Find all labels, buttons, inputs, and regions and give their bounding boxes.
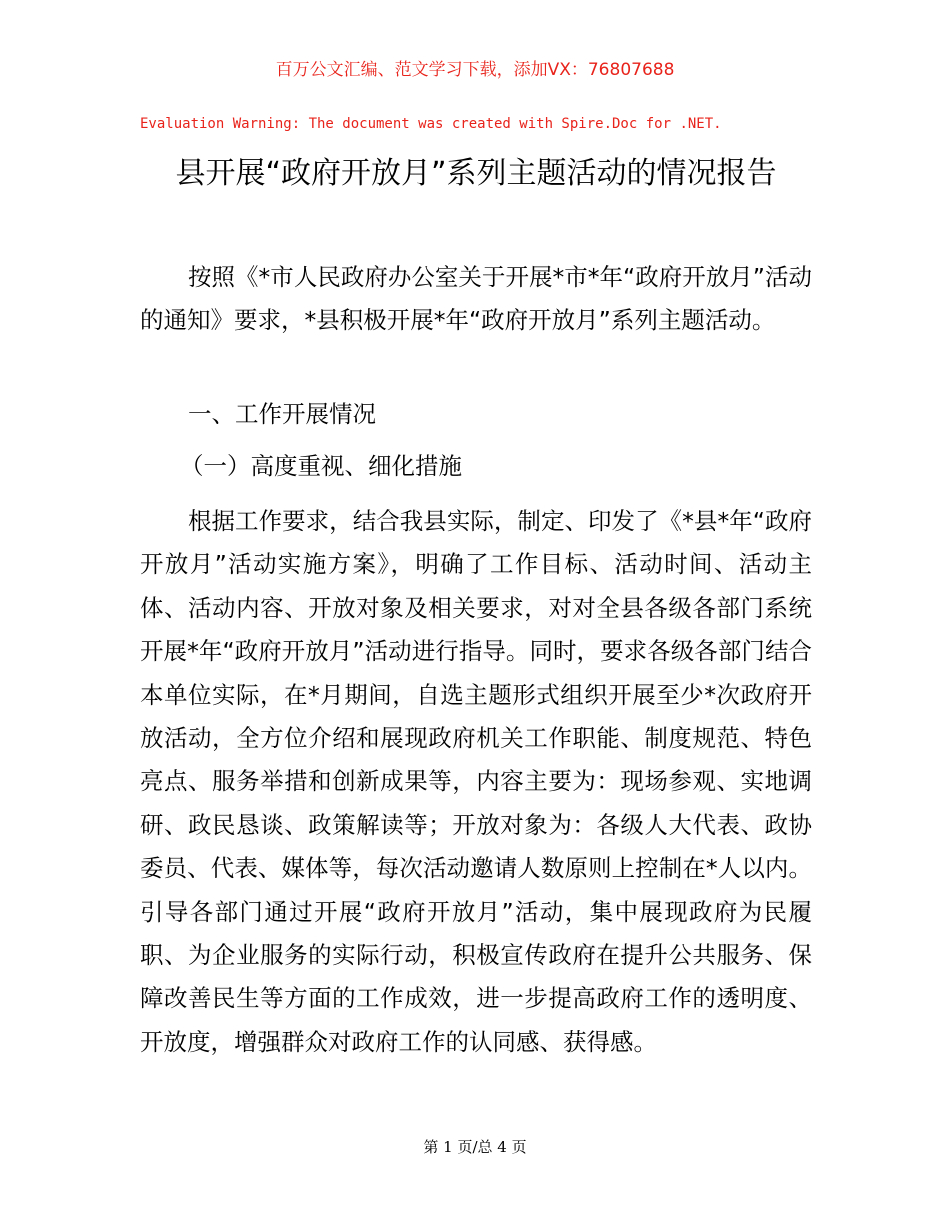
evaluation-warning: Evaluation Warning: The document was created with Spire.Doc for .NET. xyxy=(140,116,722,132)
subsection-body-paragraph: 根据工作要求，结合我县实际，制定、印发了《*县*年“政府开放月”活动实施方案》，明确了工作目标、活动时间、活动主体、活动内容、开放对象及相关要求，对对全县各级各部门系统开展*年“政府开放月”活动进行指导。同时，要求各级各部门结合本单位实际，在*月期间，自选主题形式组织开展至少*次政府开放活动，全方位介绍和展现政府机关工作职能、制度规范、特色亮点、服务举措和创新成果等，内容主要为：现场参观、实地调研、政民恳谈、政策解读等；开放对象为：各级人大代表、政协委员、代表、媒体等，每次活动邀请人数原则上控制在*人以内。引导各部门通过开展“政府开放月”活动，集中展现政府为民履职、为企业服务的实际行动，积极宣传政府在提升公共服务、保障改善民生等方面的工作成效，进一步提高政府工作的透明度、开放度，增强群众对政府工作的认同感、获得感。 xyxy=(140,507,812,1056)
subsection-heading: （一）高度重视、细化措施 xyxy=(180,452,462,480)
header-ad-text: 百万公文汇编、范文学习下载，添加VX：76807688 xyxy=(275,60,675,80)
page-footer: 第 1 页/总 4 页 xyxy=(423,1138,527,1156)
intro-paragraph: 按照《*市人民政府办公室关于开展*市*年“政府开放月”活动的通知》要求，*县积极开展*年“政府开放月”系列主题活动。 xyxy=(140,263,812,335)
section-heading: 一、工作开展情况 xyxy=(188,400,376,428)
document-title: 县开展“政府开放月”系列主题活动的情况报告 xyxy=(175,156,777,191)
